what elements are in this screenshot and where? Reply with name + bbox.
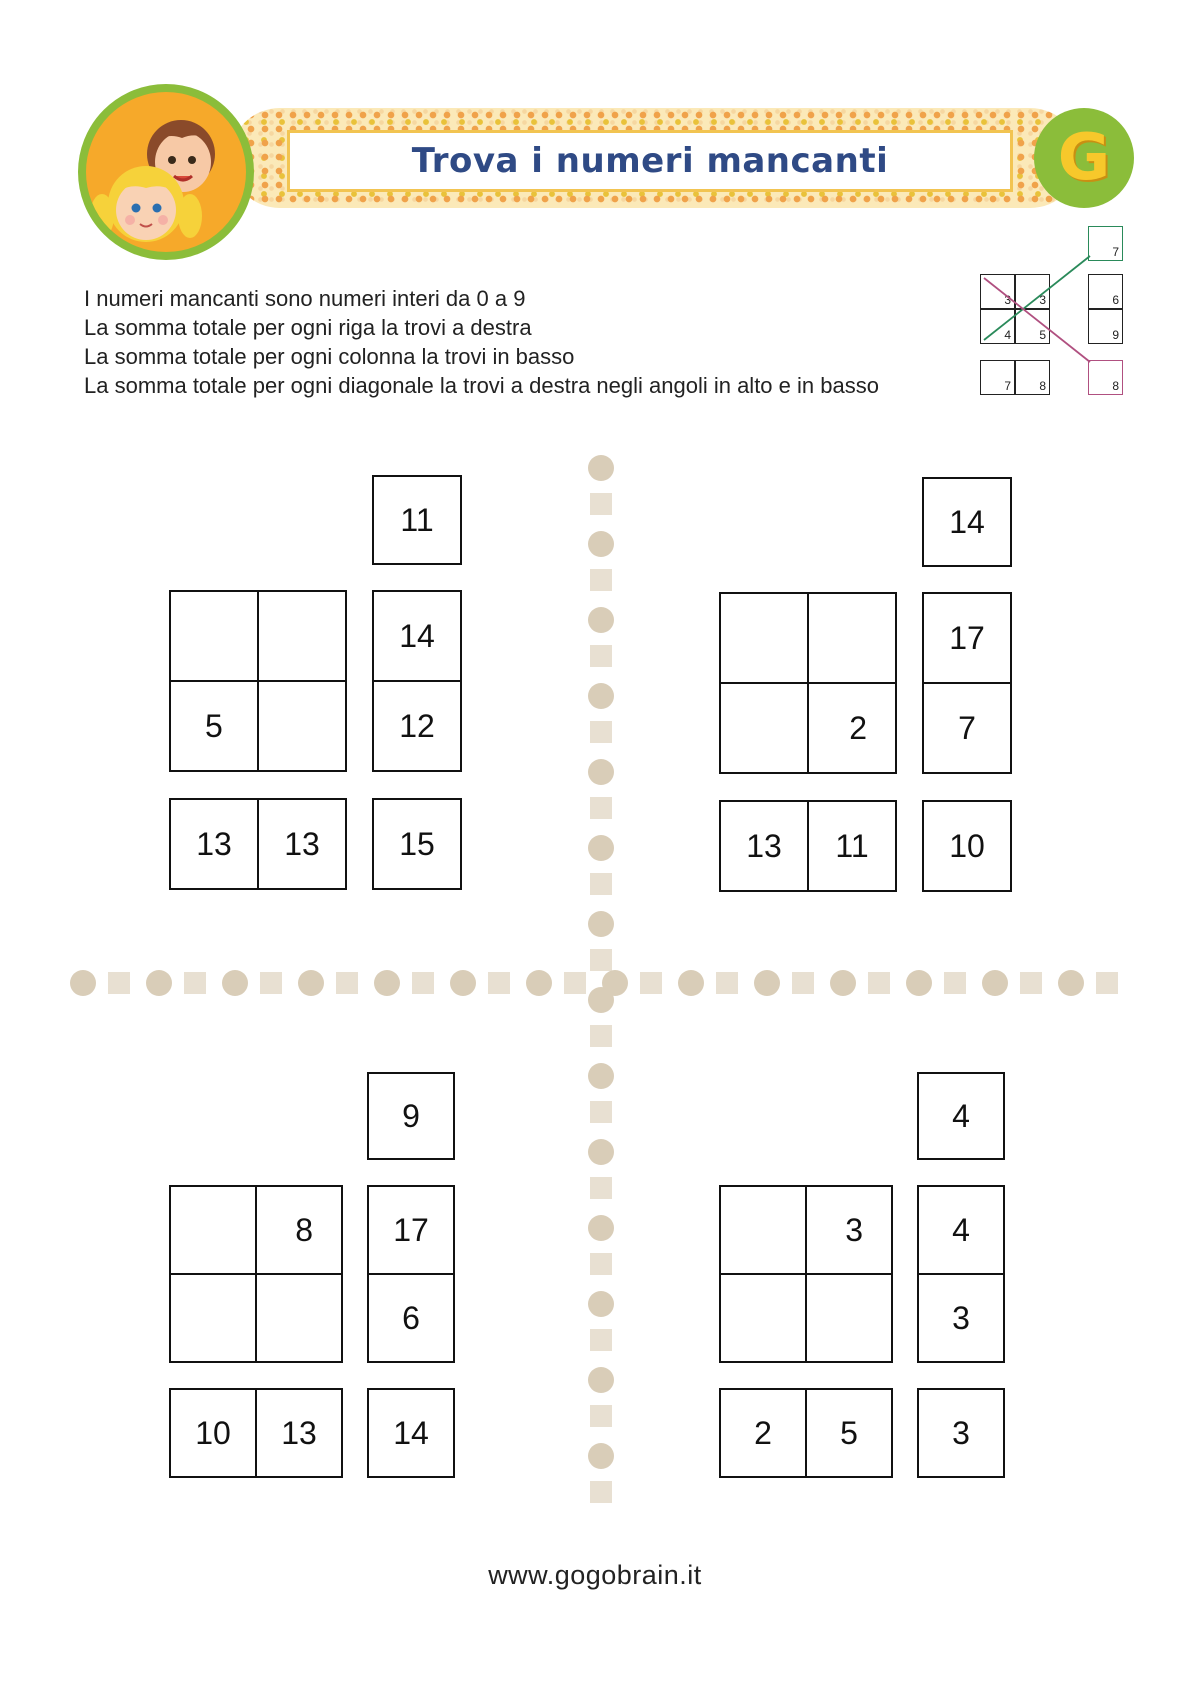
separator-mark (590, 569, 612, 591)
column-sum: 10 (169, 1388, 257, 1478)
example-cell: 3 (980, 274, 1015, 309)
instruction-line: La somma totale per ogni colonna la trovi in basso (84, 344, 575, 369)
title-box (287, 130, 1013, 192)
column-sum: 13 (257, 798, 347, 890)
example-cell: 5 (1015, 309, 1050, 344)
separator-mark (588, 759, 614, 785)
separator-mark (588, 683, 614, 709)
grid-cell[interactable] (169, 1185, 257, 1275)
separator-mark (336, 972, 358, 994)
grid-cell[interactable]: 8 (255, 1185, 343, 1275)
row-sum: 7 (922, 682, 1012, 774)
separator-mark (868, 972, 890, 994)
separator-mark (588, 607, 614, 633)
grid-cell[interactable] (719, 1273, 807, 1363)
instructions (84, 284, 879, 400)
logo-badge (1034, 108, 1134, 208)
separator-mark (590, 797, 612, 819)
instruction-line: I numeri mancanti sono numeri interi da 0 a 9 (84, 286, 526, 311)
instruction-line: La somma totale per ogni diagonale la trovi a destra negli angoli in alto e in basso (84, 373, 879, 398)
separator-mark (412, 972, 434, 994)
kids-avatar (78, 84, 254, 260)
separator-mark (1058, 970, 1084, 996)
example-col-sum: 7 (980, 360, 1015, 395)
separator-mark (588, 531, 614, 557)
instruction-line: La somma totale per ogni riga la trovi a destra (84, 315, 532, 340)
separator-mark (590, 1101, 612, 1123)
grid-cell[interactable] (719, 592, 809, 684)
example-col-sum: 8 (1015, 360, 1050, 395)
column-sum: 2 (719, 1388, 807, 1478)
separator-mark (590, 1481, 612, 1503)
column-sum: 11 (807, 800, 897, 892)
separator-mark (590, 1329, 612, 1351)
separator-mark (590, 645, 612, 667)
footer-url: www.gogobrain.it (488, 1560, 702, 1590)
top-diagonal-sum: 9 (367, 1072, 455, 1160)
separator-mark (260, 972, 282, 994)
bottom-diagonal-sum: 10 (922, 800, 1012, 892)
column-sum: 13 (255, 1388, 343, 1478)
separator-mark (588, 1063, 614, 1089)
separator-mark (590, 493, 612, 515)
separator-mark (590, 1177, 612, 1199)
separator-mark (222, 970, 248, 996)
separator-mark (590, 1405, 612, 1427)
top-diagonal-sum: 4 (917, 1072, 1005, 1160)
separator-mark (374, 970, 400, 996)
grid-cell[interactable] (805, 1273, 893, 1363)
row-sum: 6 (367, 1273, 455, 1363)
grid-cell[interactable]: 2 (807, 682, 897, 774)
separator-mark (590, 873, 612, 895)
example-row-sum: 6 (1088, 274, 1123, 309)
separator-mark (602, 970, 628, 996)
top-diagonal-sum: 11 (372, 475, 462, 565)
separator-mark (588, 1291, 614, 1317)
separator-mark (108, 972, 130, 994)
grid-cell[interactable] (719, 682, 809, 774)
separator-mark (1096, 972, 1118, 994)
row-sum: 17 (367, 1185, 455, 1275)
separator-mark (830, 970, 856, 996)
separator-mark (298, 970, 324, 996)
separator-mark (488, 972, 510, 994)
row-sum: 3 (917, 1273, 1005, 1363)
separator-mark (588, 1215, 614, 1241)
example-diagram (980, 226, 1130, 400)
separator-mark (588, 455, 614, 481)
row-sum: 12 (372, 680, 462, 772)
separator-mark (184, 972, 206, 994)
grid-cell[interactable]: 5 (169, 680, 259, 772)
bottom-diagonal-sum: 15 (372, 798, 462, 890)
top-diagonal-sum: 14 (922, 477, 1012, 567)
bottom-diagonal-sum: 14 (367, 1388, 455, 1478)
separator-mark (754, 970, 780, 996)
separator-mark (982, 970, 1008, 996)
separator-mark (70, 970, 96, 996)
separator-mark (588, 1139, 614, 1165)
separator-mark (678, 970, 704, 996)
page-title: Trova i numeri mancanti (411, 141, 889, 181)
separator-mark (588, 1367, 614, 1393)
grid-cell[interactable] (257, 680, 347, 772)
kids-illustration (86, 92, 246, 252)
separator-mark (906, 970, 932, 996)
grid-cell[interactable] (169, 590, 259, 682)
grid-cell[interactable] (807, 592, 897, 684)
example-row-sum: 9 (1088, 309, 1123, 344)
separator-mark (146, 970, 172, 996)
example-cell: 3 (1015, 274, 1050, 309)
bottom-diagonal-sum: 3 (917, 1388, 1005, 1478)
separator-mark (588, 911, 614, 937)
grid-cell[interactable] (257, 590, 347, 682)
row-sum: 14 (372, 590, 462, 682)
separator-mark (1020, 972, 1042, 994)
separator-mark (590, 1025, 612, 1047)
column-sum: 5 (805, 1388, 893, 1478)
separator-mark (450, 970, 476, 996)
example-cell: 4 (980, 309, 1015, 344)
grid-cell[interactable] (169, 1273, 257, 1363)
separator-mark (640, 972, 662, 994)
row-sum: 4 (917, 1185, 1005, 1275)
example-top-diag: 7 (1088, 226, 1123, 261)
row-sum: 17 (922, 592, 1012, 684)
separator-mark (590, 721, 612, 743)
separator-mark (564, 972, 586, 994)
column-sum: 13 (169, 798, 259, 890)
separator-mark (944, 972, 966, 994)
horizontal-separator (70, 968, 1130, 998)
grid-cell[interactable] (255, 1273, 343, 1363)
logo-letter: G (1057, 121, 1111, 195)
separator-mark (526, 970, 552, 996)
example-bottom-diag: 8 (1088, 360, 1123, 395)
separator-mark (792, 972, 814, 994)
separator-mark (716, 972, 738, 994)
separator-mark (588, 1443, 614, 1469)
separator-mark (588, 835, 614, 861)
separator-mark (590, 1253, 612, 1275)
column-sum: 13 (719, 800, 809, 892)
grid-cell[interactable]: 3 (805, 1185, 893, 1275)
grid-cell[interactable] (719, 1185, 807, 1275)
example-diagonal-lines (980, 226, 1130, 400)
